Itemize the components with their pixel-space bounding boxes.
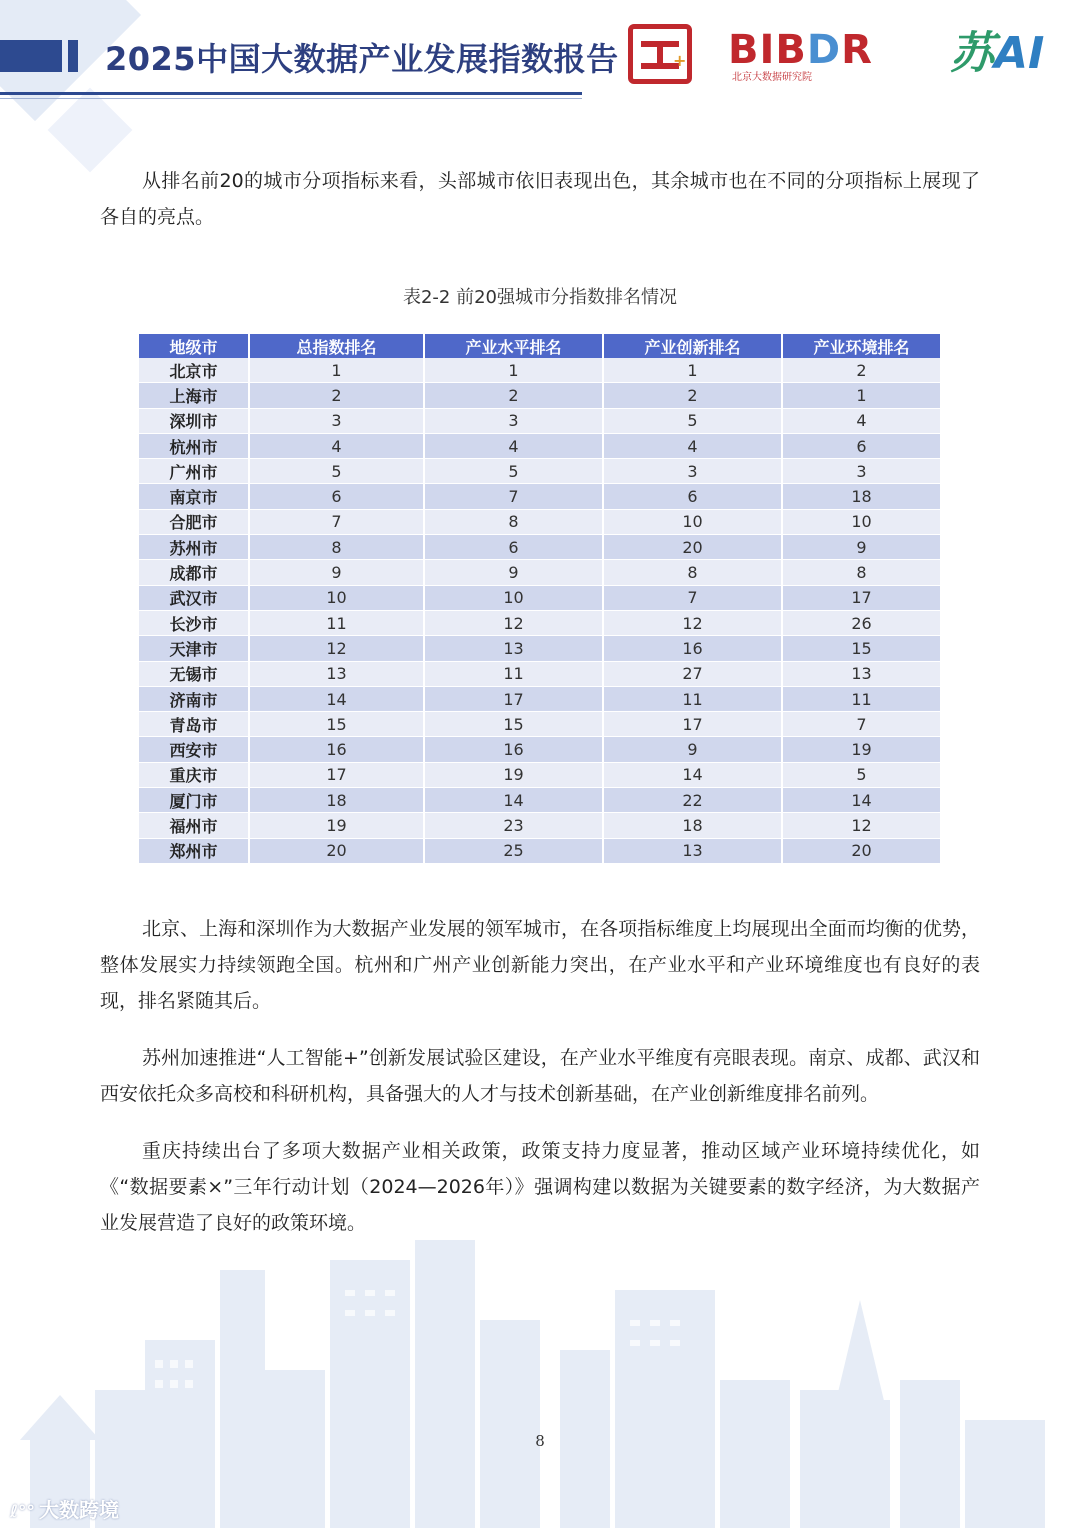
logo-icon-red: + <box>628 24 692 84</box>
table-body <box>139 358 941 863</box>
rank-cell: 18 <box>603 813 782 838</box>
rank-cell: 12 <box>603 610 782 635</box>
city-name-cell: 深圳市 <box>139 408 249 433</box>
rank-cell: 13 <box>603 838 782 863</box>
rank-cell: 6 <box>249 484 424 509</box>
watermark-text: 大数跨境 <box>39 1498 120 1522</box>
city-name-cell: 北京市 <box>139 358 249 383</box>
rank-cell: 6 <box>603 484 782 509</box>
rank-cell: 4 <box>603 433 782 458</box>
rank-cell: 3 <box>782 459 941 484</box>
city-name-cell: 重庆市 <box>139 762 249 787</box>
rank-cell: 17 <box>782 585 941 610</box>
city-name-cell: 福州市 <box>139 813 249 838</box>
rank-cell: 13 <box>424 636 603 661</box>
rank-cell: 1 <box>249 358 424 383</box>
rank-cell: 5 <box>249 459 424 484</box>
rank-cell: 10 <box>424 585 603 610</box>
rank-cell: 12 <box>782 813 941 838</box>
city-name-cell: 苏州市 <box>139 535 249 560</box>
rank-cell: 18 <box>249 788 424 813</box>
table-row <box>139 788 941 813</box>
watermark <box>10 1494 119 1523</box>
bibdr-logo-subtitle: 北京大数据研究院 <box>732 72 812 83</box>
rank-cell: 2 <box>782 358 941 383</box>
rank-cell: 17 <box>249 762 424 787</box>
rank-cell: 6 <box>424 535 603 560</box>
rank-cell: 14 <box>603 762 782 787</box>
table-row <box>139 712 941 737</box>
city-name-cell: 武汉市 <box>139 585 249 610</box>
rank-cell: 18 <box>782 484 941 509</box>
table-row <box>139 661 941 686</box>
city-name-cell: 长沙市 <box>139 610 249 635</box>
column-header: 产业环境排名 <box>782 334 941 358</box>
rank-cell: 9 <box>603 737 782 762</box>
table-row <box>139 509 941 534</box>
rank-cell: 7 <box>424 484 603 509</box>
city-name-cell: 厦门市 <box>139 788 249 813</box>
rank-cell: 19 <box>782 737 941 762</box>
rank-cell: 25 <box>424 838 603 863</box>
rank-cell: 16 <box>603 636 782 661</box>
rank-cell: 9 <box>782 535 941 560</box>
city-name-cell: 西安市 <box>139 737 249 762</box>
rank-cell: 14 <box>424 788 603 813</box>
header-underline <box>0 92 582 95</box>
rank-cell: 2 <box>424 383 603 408</box>
rank-cell: 14 <box>782 788 941 813</box>
city-skyline-illustration <box>0 1230 1080 1528</box>
rank-cell: 12 <box>249 636 424 661</box>
city-name-cell: 合肥市 <box>139 509 249 534</box>
rank-cell: 7 <box>782 712 941 737</box>
body-paragraph-3: 重庆持续出台了多项大数据产业相关政策，政策支持力度显著，推动区域产业环境持续优化，如《“数据要素×”三年行动计划（2024—2026年）》强调构建以数据为关键要素的数字经济，为大数据产业发展营造了良好的政策环境。 <box>100 1140 980 1234</box>
rank-cell: 11 <box>782 686 941 711</box>
rank-cell: 19 <box>249 813 424 838</box>
rank-cell: 9 <box>424 560 603 585</box>
city-name-cell: 上海市 <box>139 383 249 408</box>
city-name-cell: 成都市 <box>139 560 249 585</box>
rank-cell: 16 <box>249 737 424 762</box>
rank-cell: 20 <box>782 838 941 863</box>
city-name-cell: 天津市 <box>139 636 249 661</box>
rank-cell: 12 <box>424 610 603 635</box>
rank-cell: 2 <box>249 383 424 408</box>
city-name-cell: 无锡市 <box>139 661 249 686</box>
rank-cell: 17 <box>603 712 782 737</box>
table-row <box>139 636 941 661</box>
rank-cell: 23 <box>424 813 603 838</box>
table-row <box>139 610 941 635</box>
table-caption: 表2-2 前20强城市分指数排名情况 <box>402 287 678 308</box>
rank-cell: 22 <box>603 788 782 813</box>
rank-cell: 11 <box>424 661 603 686</box>
rank-cell: 10 <box>782 509 941 534</box>
table-row <box>139 813 941 838</box>
rank-cell: 5 <box>782 762 941 787</box>
rank-cell: 15 <box>782 636 941 661</box>
rank-cell: 1 <box>603 358 782 383</box>
city-name-cell: 杭州市 <box>139 433 249 458</box>
table-row <box>139 560 941 585</box>
city-name-cell: 青岛市 <box>139 712 249 737</box>
rank-cell: 15 <box>424 712 603 737</box>
rank-cell: 6 <box>782 433 941 458</box>
rank-cell: 4 <box>782 408 941 433</box>
table-row <box>139 433 941 458</box>
rank-cell: 9 <box>249 560 424 585</box>
rank-cell: 4 <box>249 433 424 458</box>
body-paragraph-2: 苏州加速推进“人工智能+”创新发展试验区建设，在产业水平维度有亮眼表现。南京、成都、武汉和西安依托众多高校和科研机构，具备强大的人才与技术创新基础，在产业创新维度排名前列。 <box>100 1047 980 1105</box>
rank-cell: 19 <box>424 762 603 787</box>
column-header: 地级市 <box>139 334 249 358</box>
city-ranking-table <box>139 334 942 864</box>
rank-cell: 3 <box>249 408 424 433</box>
column-header: 产业创新排名 <box>603 334 782 358</box>
table-row <box>139 737 941 762</box>
watermark-icon: ℓ°° <box>10 1502 36 1522</box>
table-row <box>139 585 941 610</box>
column-header: 产业水平排名 <box>424 334 603 358</box>
rank-cell: 7 <box>603 585 782 610</box>
suai-logo: 苏AI <box>950 28 1045 79</box>
bibdr-logo <box>728 28 928 86</box>
bg-diamond-small <box>48 88 133 173</box>
rank-cell: 8 <box>424 509 603 534</box>
table-header-row <box>139 334 941 358</box>
rank-cell: 14 <box>249 686 424 711</box>
rank-cell: 3 <box>603 459 782 484</box>
rank-cell: 7 <box>249 509 424 534</box>
rank-cell: 2 <box>603 383 782 408</box>
table-row <box>139 383 941 408</box>
table-row <box>139 408 941 433</box>
rank-cell: 8 <box>603 560 782 585</box>
table-row <box>139 484 941 509</box>
rank-cell: 15 <box>249 712 424 737</box>
body-paragraph-1: 北京、上海和深圳作为大数据产业发展的领军城市，在各项指标维度上均展现出全面而均衡的优势，整体发展实力持续领跑全国。杭州和广州产业创新能力突出，在产业水平和产业环境维度也有良好的表现，排名紧随其后。 <box>100 918 980 1012</box>
header-underline-thin <box>0 98 582 99</box>
rank-cell: 10 <box>603 509 782 534</box>
rank-cell: 5 <box>603 408 782 433</box>
rank-cell: 17 <box>424 686 603 711</box>
city-name-cell: 济南市 <box>139 686 249 711</box>
rank-cell: 1 <box>424 358 603 383</box>
table-row <box>139 535 941 560</box>
rank-cell: 8 <box>249 535 424 560</box>
rank-cell: 5 <box>424 459 603 484</box>
intro-paragraph: 从排名前20的城市分项指标来看，头部城市依旧表现出色，其余城市也在不同的分项指标上展现了各自的亮点。 <box>100 170 980 228</box>
table-row <box>139 838 941 863</box>
rank-cell: 20 <box>603 535 782 560</box>
rank-cell: 8 <box>782 560 941 585</box>
city-name-cell: 广州市 <box>139 459 249 484</box>
header-accent-bar-thin <box>68 40 78 72</box>
report-title: 2025中国大数据产业发展指数报告 <box>105 40 619 78</box>
header-accent-bar <box>0 40 62 72</box>
bibdr-logo-text: BIBDR <box>728 27 873 73</box>
table-row <box>139 358 941 383</box>
rank-cell: 13 <box>249 661 424 686</box>
rank-cell: 3 <box>424 408 603 433</box>
rank-cell: 1 <box>782 383 941 408</box>
column-header: 总指数排名 <box>249 334 424 358</box>
rank-cell: 20 <box>249 838 424 863</box>
rank-cell: 13 <box>782 661 941 686</box>
table-row <box>139 459 941 484</box>
rank-cell: 4 <box>424 433 603 458</box>
page-number: 8 <box>535 1432 545 1450</box>
city-name-cell: 郑州市 <box>139 838 249 863</box>
rank-cell: 27 <box>603 661 782 686</box>
city-name-cell: 南京市 <box>139 484 249 509</box>
table-row <box>139 762 941 787</box>
table-row <box>139 686 941 711</box>
rank-cell: 26 <box>782 610 941 635</box>
rank-cell: 10 <box>249 585 424 610</box>
rank-cell: 16 <box>424 737 603 762</box>
rank-cell: 11 <box>603 686 782 711</box>
rank-cell: 11 <box>249 610 424 635</box>
